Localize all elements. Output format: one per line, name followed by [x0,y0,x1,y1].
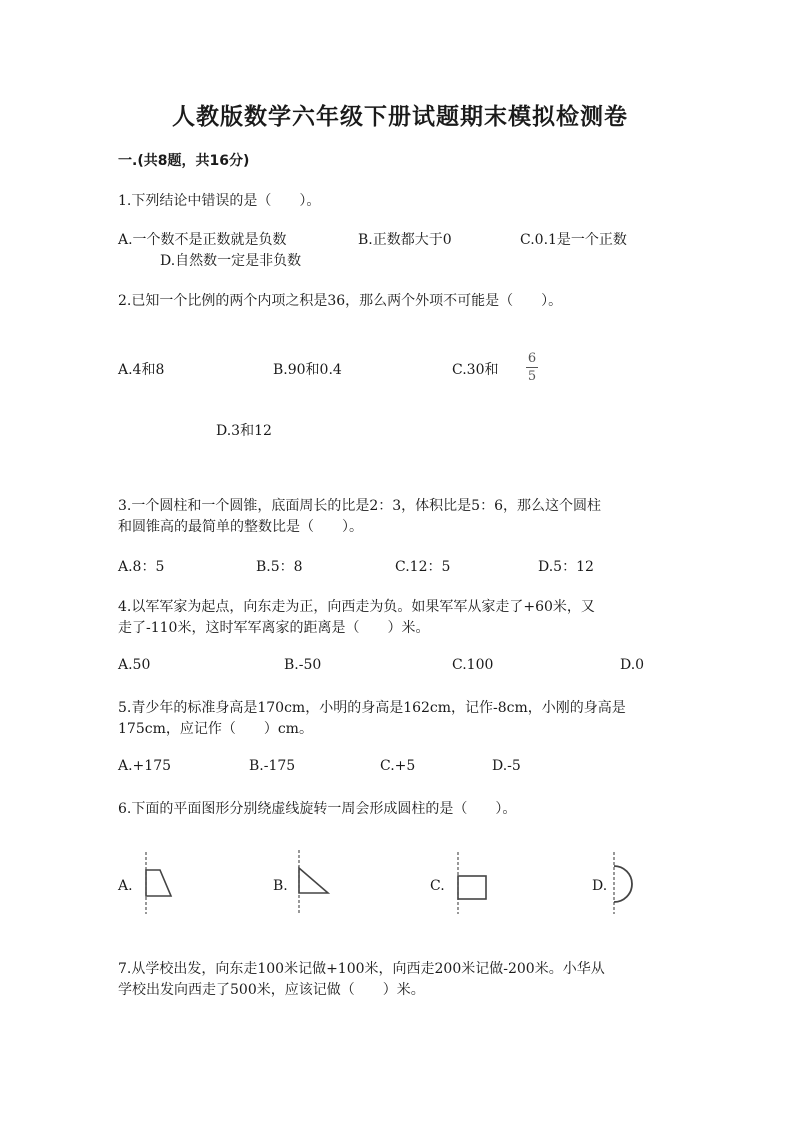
q4-option-b: B.-50 [284,657,322,673]
q6-option-c: C. [430,878,445,894]
fraction-numerator: 6 [527,351,537,366]
trapezoid-figure [138,852,178,914]
question-6-stem: 6.下面的平面图形分别绕虚线旋转一周会形成圆柱的是（ ）。 [118,801,517,817]
q1-option-c: C.0.1是一个正数 [520,232,627,248]
q3-option-d: D.5：12 [538,559,594,575]
q4-option-c: C.100 [452,657,494,673]
question-5-stem-line-1: 5.青少年的标准身高是170cm，小明的身高是162cm，记作-8cm，小刚的身高是 [118,700,626,716]
q2-option-b: B.90和0.4 [273,362,342,378]
question-4-stem-line-2: 走了-110米，这时军军离家的距离是（ ）米。 [118,620,430,636]
rectangle-figure [450,852,492,914]
q5-option-c: C.+5 [380,758,416,774]
triangle-shape [299,868,328,893]
q6-option-d: D. [592,878,608,894]
question-1-stem: 1.下列结论中错误的是（ ）。 [118,193,321,209]
semicircle-figure [608,852,642,914]
q3-option-a: A.8：5 [118,559,165,575]
question-7-stem-line-1: 7.从学校出发，向东走100米记做+100米，向西走200米记做-200米。小华从 [118,961,605,977]
q1-option-b: B.正数都大于0 [358,232,452,248]
q6-option-b: B. [273,878,288,894]
rectangle-shape [458,876,486,899]
question-5-stem-line-2: 175cm，应记作（ ）cm。 [118,721,313,737]
q2-option-c: C.30和 [452,362,499,378]
triangle-figure [292,850,334,914]
question-2-stem: 2.已知一个比例的两个内项之积是36，那么两个外项不可能是（ ）。 [118,293,563,309]
q2-option-a: A.4和8 [118,362,165,378]
q3-option-b: B.5：8 [256,559,303,575]
fraction-denominator: 5 [527,369,537,384]
q5-option-b: B.-175 [249,758,296,774]
q1-option-d: D.自然数一定是非负数 [160,253,302,269]
q5-option-a: A.+175 [118,758,172,774]
section-heading: 一.(共8题，共16分) [118,153,250,169]
question-3-stem-line-1: 3.一个圆柱和一个圆锥，底面周长的比是2：3，体积比是5：6，那么这个圆柱 [118,498,601,514]
q2-option-d: D.3和12 [216,423,272,439]
fraction-bar [526,367,538,368]
question-7-stem-line-2: 学校出发向西走了500米，应该记做（ ）米。 [118,982,425,998]
question-3-stem-line-2: 和圆锥高的最简单的整数比是（ ）。 [118,519,363,535]
q4-option-d: D.0 [620,657,645,673]
page-title: 人教版数学六年级下册试题期末模拟检测卷 [172,104,628,130]
q6-option-a: A. [118,878,133,894]
semicircle-shape [614,866,632,902]
question-4-stem-line-1: 4.以军军家为起点，向东走为正，向西走为负。如果军军从家走了+60米，又 [118,599,595,615]
q2-fraction [526,352,538,383]
q5-option-d: D.-5 [492,758,521,774]
trapezoid-shape [146,870,171,896]
q1-option-a: A.一个数不是正数就是负数 [118,232,287,248]
q3-option-c: C.12：5 [395,559,451,575]
q4-option-a: A.50 [118,657,151,673]
